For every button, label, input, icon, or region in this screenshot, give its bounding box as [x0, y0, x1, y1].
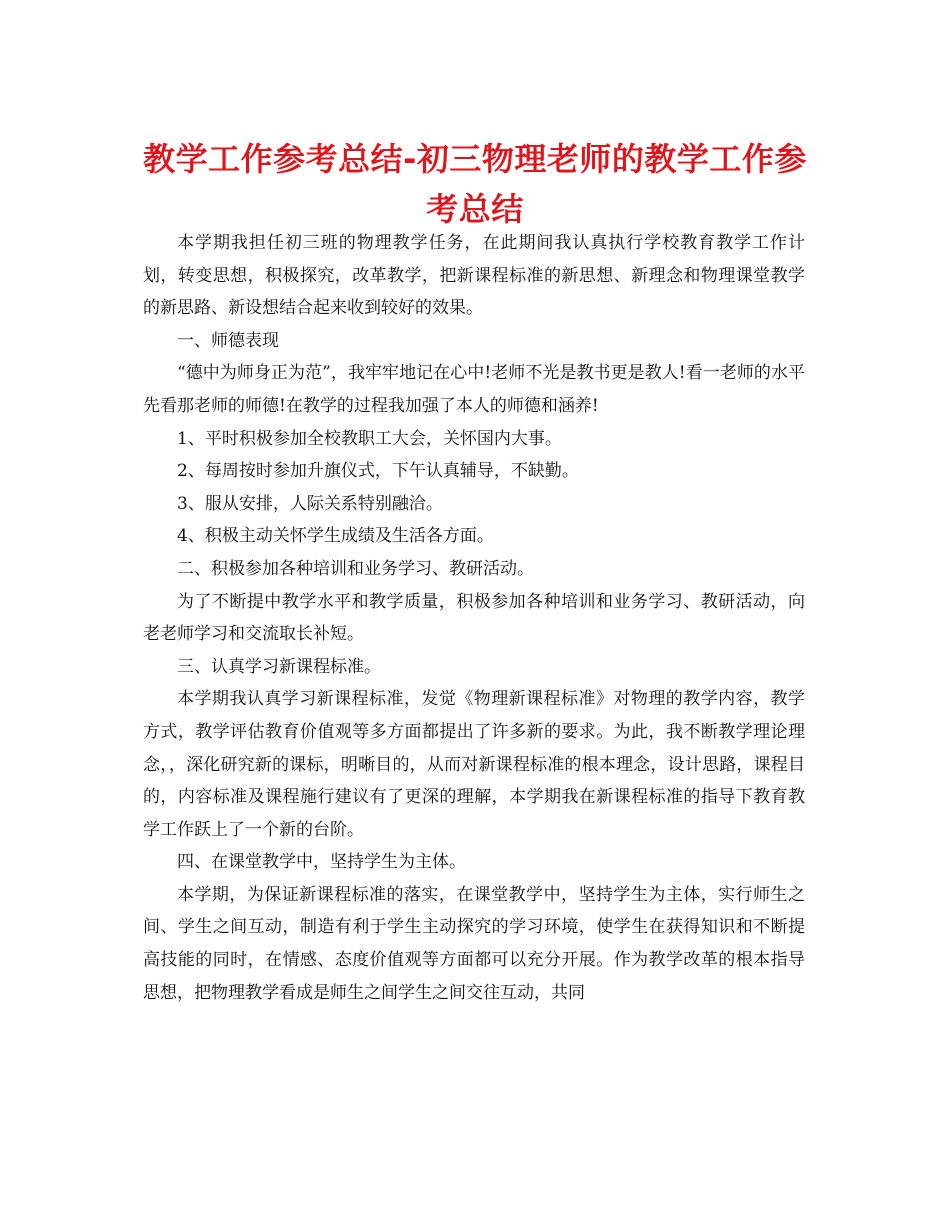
paragraph-classroom: 本学期，为保证新课程标准的落实，在课堂教学中，坚持学生为主体，实行师生之间、学生之间互动，制造有利于学生主动探究的学习环境，使学生在获得知识和不断提高技能的同时，在情感、态度价值观等方面都可以充分开展。作为教学改革的根本指导思想，把物理教学看成是师生之间学生之间交往互动，共同 [143, 884, 805, 1003]
paragraph-intro: 本学期我担任初三班的物理教学任务，在此期间我认真执行学校教育教学工作计划，转变思想，积极探究，改革教学，把新课程标准的新思想、新理念和物理课堂教学的新思路、新设想结合起来收到较好的效果。 [143, 233, 805, 319]
heading-section-2: 二、积极参加各种培训和业务学习、教研活动。 [177, 558, 534, 579]
list-item-4: 4、积极主动关怀学生成绩及生活各方面。 [177, 526, 494, 547]
paragraph-ethics: “德中为师身正为范”，我牢牢地记在心中!老师不光是教书更是教人!看一老师的水平先看那老师的师德!在教学的过程我加强了本人的师德和涵养! [143, 363, 805, 416]
paragraph-curriculum: 本学期我认真学习新课程标准，发觉《物理新课程标准》对物理的教学内容，教学方式，教学评估教育价值观等多方面都提出了许多新的要求。为此，我不断教学理论理念，，深化研究新的课标，明晰目的，从而对新课程标准的根本理念，设计思路，课程目的，内容标准及课程施行建议有了更深的理解，本学期我在新课程标准的指导下教育教学工作跃上了一个新的台阶。 [143, 689, 805, 840]
paragraph-training: 为了不断提中教学水平和教学质量，积极参加各种培训和业务学习、教研活动，向老老师学习和交流取长补短。 [143, 591, 805, 645]
heading-section-1: 一、师德表现 [177, 330, 279, 351]
list-item-2: 2、每周按时参加升旗仪式，下午认真辅导，不缺勤。 [177, 461, 579, 482]
document-body [143, 227, 805, 1009]
list-item-3: 3、服从安排，人际关系特别融洽。 [177, 493, 443, 514]
heading-section-3: 三、认真学习新课程标准。 [177, 656, 381, 677]
heading-section-4: 四、在课堂教学中，坚持学生为主体。 [177, 852, 466, 873]
document-title: 教学工作参考总结-初三物理老师的教学工作参考总结 [143, 140, 807, 228]
list-item-1: 1、平时积极参加全校教职工大会，关怀国内大事。 [177, 428, 562, 449]
